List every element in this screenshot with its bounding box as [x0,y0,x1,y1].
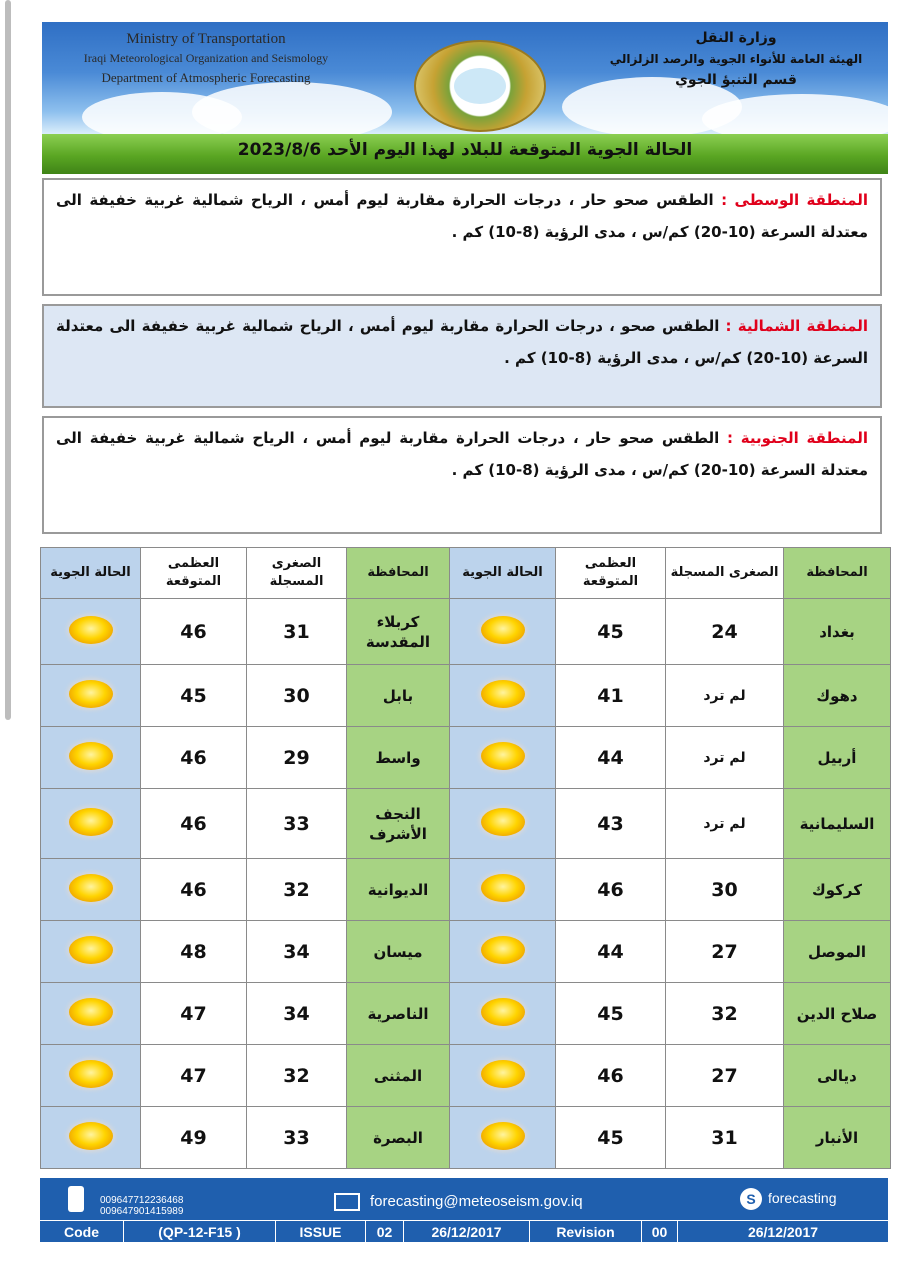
header-min: الصغرى المسجلة [666,548,784,599]
min-temp-cell: 27 [666,921,784,983]
governorate-cell: كربلاء المقدسة [347,599,450,665]
sun-icon [69,808,113,836]
phone-numbers [100,1195,183,1217]
ministry-name-ar: وزارة النقل [695,30,777,46]
governorate-cell: بغداد [784,599,891,665]
sun-icon [481,936,525,964]
sun-icon [481,874,525,902]
organization-name-ar: الهيئة العامة للأنواء الجوية والرصد الزلزالي [609,52,863,66]
min-temp-cell: 30 [666,859,784,921]
table-row [41,1107,891,1169]
weather-cell [41,921,141,983]
sun-icon [69,998,113,1026]
governorate-cell: دهوك [784,665,891,727]
max-temp-cell: 48 [141,921,247,983]
title-date: 2023/8/6 [237,140,322,160]
max-temp-cell: 44 [556,727,666,789]
min-temp-cell: 24 [666,599,784,665]
title-text: الحالة الجوية المتوقعة للبلاد لهذا اليوم الأحد [327,140,693,160]
weather-cell [41,665,141,727]
sun-icon [69,1060,113,1088]
weather-cell [41,1107,141,1169]
governorate-cell: الأنبار [784,1107,891,1169]
sun-icon [69,874,113,902]
phone-number: 009647901415989 [100,1206,184,1217]
weather-cell [450,665,556,727]
max-temp-cell: 44 [556,921,666,983]
header-governorate: المحافظة [347,548,450,599]
sun-icon [69,742,113,770]
table-header-row [41,548,891,599]
max-temp-cell: 46 [141,727,247,789]
header-governorate: المحافظة [784,548,891,599]
governorate-cell: الديوانية [347,859,450,921]
issue-number: 02 [366,1221,404,1243]
revision-number: 00 [642,1221,678,1243]
region-north [42,304,882,408]
min-temp-cell: 30 [247,665,347,727]
header-max: العظمى المتوقعة [141,548,247,599]
governorate-cell: صلاح الدين [784,983,891,1045]
min-temp-cell: لم ترد [666,727,784,789]
weather-cell [450,983,556,1045]
min-temp-cell: لم ترد [666,665,784,727]
skype-handle: forecasting [768,1190,837,1206]
header-weather: الحالة الجوية [41,548,141,599]
table-row [41,983,891,1045]
sun-icon [69,680,113,708]
department-name-en: Department of Atmospheric Forecasting [101,70,311,85]
min-temp-cell: 32 [247,859,347,921]
sun-icon [481,808,525,836]
header-weather: الحالة الجوية [450,548,556,599]
max-temp-cell: 46 [556,1045,666,1107]
sun-icon [481,742,525,770]
weather-cell [450,859,556,921]
page-scrollbar[interactable] [5,0,11,720]
header-max: العظمى المتوقعة [556,548,666,599]
email-address[interactable]: forecasting@meteoseism.gov.iq [370,1193,583,1210]
weather-cell [450,727,556,789]
sun-icon [69,936,113,964]
weather-cell [450,1045,556,1107]
min-temp-cell: لم ترد [666,789,784,859]
max-temp-cell: 47 [141,983,247,1045]
max-temp-cell: 45 [556,1107,666,1169]
sun-icon [481,998,525,1026]
forecast-table [40,547,891,1169]
table-row [41,599,891,665]
phone-number: 009647712236468 [100,1195,184,1206]
phone-icon [68,1186,84,1212]
max-temp-cell: 47 [141,1045,247,1107]
region-central [42,178,882,296]
revision-label: Revision [530,1221,642,1243]
revision-date: 26/12/2017 [747,1224,819,1240]
weather-cell [450,599,556,665]
table-row [41,859,891,921]
region-south [42,416,882,534]
region-text: الطقس صحو ، درجات الحرارة مقاربة ليوم أمس ، الرياح شمالية غربية خفيفة الى معتدلة السرعة (10-20) كم/س ، مدى الرؤية (8-10) كم . [56,317,868,367]
letterhead [42,22,888,134]
governorate-cell: أربيل [784,727,891,789]
max-temp-cell: 46 [141,859,247,921]
max-temp-cell: 41 [556,665,666,727]
min-temp-cell: 32 [247,1045,347,1107]
sun-icon [481,616,525,644]
max-temp-cell: 46 [141,789,247,859]
code-label: Code [40,1221,124,1243]
max-temp-cell: 46 [141,599,247,665]
min-temp-cell: 33 [247,789,347,859]
issue-label: ISSUE [276,1221,366,1243]
weather-cell [450,921,556,983]
english-ministry-header [56,30,356,87]
governorate-cell: ديالى [784,1045,891,1107]
header-min: الصغرى المسجلة [247,548,347,599]
department-name-ar: قسم التنبؤ الجوي [675,72,797,88]
title-bar [42,134,888,174]
min-temp-cell: 32 [666,983,784,1045]
issue-date: 26/12/2017 [404,1221,530,1243]
governorate-cell: ميسان [347,921,450,983]
weather-cell [41,983,141,1045]
max-temp-cell: 45 [556,599,666,665]
min-temp-cell: 33 [247,1107,347,1169]
organization-name-en: Iraqi Meteorological Organization and Seismology [83,51,329,65]
sun-icon [481,1060,525,1088]
sun-icon [481,680,525,708]
governorate-cell: الموصل [784,921,891,983]
region-label: المنطقة الوسطى : [721,191,869,209]
table-row [41,665,891,727]
page-title [42,140,888,160]
sun-icon [481,1122,525,1150]
governorate-cell: كركوك [784,859,891,921]
mail-icon [334,1193,360,1211]
min-temp-cell: 31 [666,1107,784,1169]
max-temp-cell: 43 [556,789,666,859]
weather-cell [450,789,556,859]
table-row [41,921,891,983]
min-temp-cell: 34 [247,983,347,1045]
weather-cell [41,789,141,859]
min-temp-cell: 29 [247,727,347,789]
weather-cell [41,599,141,665]
region-text: الطقس صحو حار ، درجات الحرارة مقاربة ليوم أمس ، الرياح شمالية غربية خفيفة الى معتدلة السرعة (10-20) كم/س ، مدى الرؤية (8-10) كم . [56,429,868,479]
code-value: (QP-12-F15 ) [124,1221,276,1243]
governorate-cell: بابل [347,665,450,727]
ministry-name-en: Ministry of Transportation [126,31,286,47]
region-label: المنطقة الجنوبية : [727,429,868,447]
skype-icon: S [740,1188,762,1210]
governorate-cell: البصرة [347,1107,450,1169]
region-label: المنطقة الشمالية : [725,317,868,335]
max-temp-cell: 46 [556,859,666,921]
arabic-ministry-header [596,28,876,91]
weather-cell [41,727,141,789]
min-temp-cell: 31 [247,599,347,665]
max-temp-cell: 45 [556,983,666,1045]
table-row [41,1045,891,1107]
max-temp-cell: 45 [141,665,247,727]
governorate-cell: السليمانية [784,789,891,859]
weather-cell [41,859,141,921]
sun-icon [69,616,113,644]
document-code-bar [40,1220,888,1243]
organization-logo [414,40,546,132]
governorate-cell: الناصرية [347,983,450,1045]
table-row [41,789,891,859]
region-text: الطقس صحو حار ، درجات الحرارة مقاربة ليوم أمس ، الرياح شمالية غربية خفيفة الى معتدلة السرعة (10-20) كم/س ، مدى الرؤية (8-10) كم . [56,191,868,241]
governorate-cell: النجف الأشرف [347,789,450,859]
sun-icon [69,1122,113,1150]
max-temp-cell: 49 [141,1107,247,1169]
table-row [41,727,891,789]
min-temp-cell: 27 [666,1045,784,1107]
min-temp-cell: 34 [247,921,347,983]
weather-cell [41,1045,141,1107]
weather-cell [450,1107,556,1169]
governorate-cell: واسط [347,727,450,789]
governorate-cell: المثنى [347,1045,450,1107]
